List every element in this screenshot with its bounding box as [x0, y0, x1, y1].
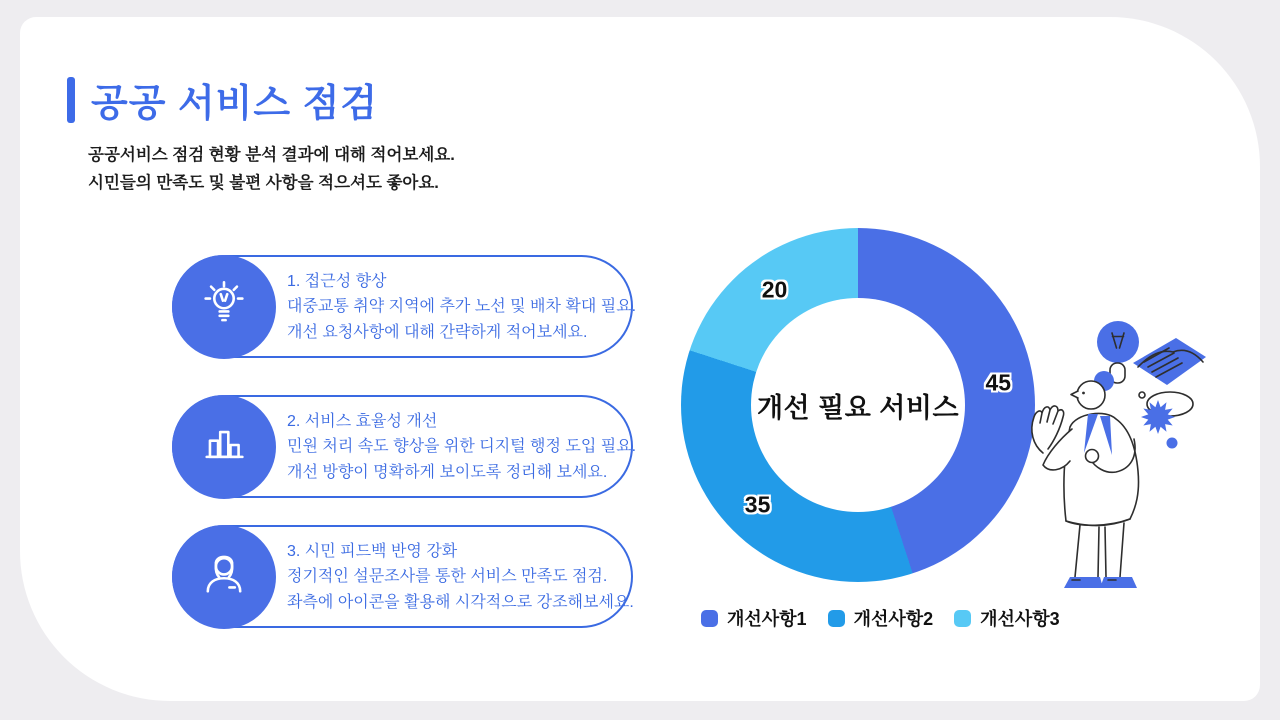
page-title: 공공 서비스 점검	[91, 83, 379, 125]
bulb-icon	[1097, 321, 1139, 363]
person-illustration	[1020, 307, 1215, 599]
subtitle-line-2: 시민들의 만족도 및 불편 사항을 적으셔도 좋아요.	[88, 174, 439, 192]
card3-body-1: 정기적인 설문조사를 통한 서비스 만족도 점검.	[287, 567, 608, 585]
chart-legend	[701, 605, 1081, 631]
card3-text	[287, 538, 634, 615]
legend-label-2: 개선사항2	[853, 609, 934, 629]
card2-body-1: 민원 처리 속도 향상을 위한 디지털 행정 도입 필요.	[287, 437, 637, 455]
card3-icon-circle	[172, 525, 276, 629]
donut-center-label: 개선 필요 서비스	[756, 392, 960, 423]
slice-label: 45	[985, 369, 1012, 396]
starburst-icon	[1141, 400, 1175, 434]
page-subtitle	[88, 141, 455, 197]
card2-body-2: 개선 방향이 명확하게 보이도록 정리해 보세요.	[287, 463, 608, 481]
card-accessibility	[172, 255, 637, 358]
donut-chart	[681, 228, 1035, 582]
legend-item-2	[828, 605, 934, 631]
title-accent-bar	[67, 77, 75, 123]
shoes	[1064, 577, 1137, 588]
card1-title: 1. 접근성 향상	[287, 272, 387, 290]
slide-panel	[20, 17, 1260, 701]
lightbulb-icon	[197, 278, 251, 337]
card1-body-2: 개선 요청사항에 대해 간략하게 적어보세요.	[287, 323, 588, 341]
card2-title: 2. 서비스 효율성 개선	[287, 412, 438, 430]
page-header	[67, 72, 378, 127]
legend-swatch	[701, 610, 718, 627]
donut-hole	[751, 298, 965, 512]
card3-body-2: 좌측에 아이콘을 활용해 시각적으로 강조해보세요.	[287, 593, 634, 611]
person-icon	[197, 548, 251, 607]
card1-text	[287, 268, 636, 345]
card2-icon-circle	[172, 395, 276, 499]
card1-body-1: 대중교통 취약 지역에 추가 노선 및 배차 확대 필요.	[287, 297, 637, 315]
card-efficiency	[172, 395, 637, 498]
legend-label-3: 개선사항3	[980, 609, 1060, 629]
legend-item-3	[954, 605, 1060, 631]
card3-title: 3. 시민 피드백 반영 강화	[287, 542, 458, 560]
subtitle-line-1: 공공서비스 점검 현황 분석 결과에 대해 적어보세요.	[88, 146, 455, 164]
bar-chart-icon	[197, 418, 251, 477]
legend-item-1	[701, 605, 807, 631]
legend-label-1: 개선사항1	[727, 609, 807, 629]
card2-text	[287, 408, 636, 485]
legend-swatch	[954, 610, 971, 627]
card-feedback	[172, 525, 633, 628]
card1-icon-circle	[172, 255, 276, 359]
slice-label: 35	[744, 491, 771, 518]
slice-label: 20	[761, 276, 788, 303]
legend-swatch	[828, 610, 845, 627]
